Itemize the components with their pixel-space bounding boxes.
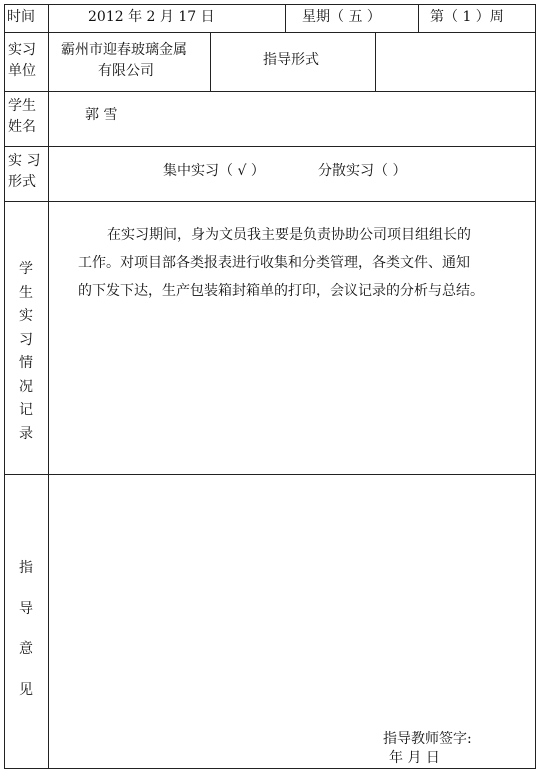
row-divider-5 [4,474,536,475]
record-text-line-3: 的下发下达，生产包装箱封箱单的打印，会议记录的分析与总结。 [78,283,484,299]
record-label [11,258,41,446]
record-label-char: 学 [19,261,33,277]
opinion-label-char: 意 [19,641,33,657]
record-text-line-1: 在实习期间，身为文员我主要是负责协助公司项目组组长的 [107,227,471,243]
signature-label: 指导教师签字: [383,731,472,747]
company-divider [210,32,211,92]
week-divider [418,4,419,33]
border-top [4,4,536,5]
record-label-char: 习 [19,331,33,348]
dispersed-practice: 分散实习（ ） [318,163,407,179]
weekday-value: 星期（ 五 ） [302,9,381,25]
record-label-char: 情 [19,355,33,371]
date-value: 2012 年 2 月 17 日 [88,9,215,25]
border-right [535,4,536,769]
opinion-label-char: 见 [19,681,33,698]
guidance-form-label: 指导形式 [263,52,319,68]
opinion-label-char: 导 [19,600,33,617]
form-label-line-2: 形式 [8,174,36,190]
border-left [4,4,5,769]
opinion-label-char: 指 [19,560,33,576]
row-divider-1 [4,32,536,33]
student-name: 郭 雪 [85,107,118,123]
weekday-divider [285,4,286,33]
record-label-char: 生 [19,284,33,301]
row-divider-3 [4,146,536,147]
week-value: 第（ 1 ）周 [430,9,504,25]
label-column-divider [48,4,49,769]
row-divider-4 [4,201,536,202]
border-bottom [4,768,536,769]
row-divider-2 [4,91,536,92]
company-line-1: 霸州市迎春玻璃金属 [61,42,187,58]
time-label: 时间 [7,9,35,25]
unit-label-line-2: 单位 [8,63,36,79]
signature-date-line: 年 月 日 [389,750,440,766]
opinion-label [11,548,41,710]
record-label-char: 录 [19,425,33,442]
company-line-2: 有限公司 [98,63,154,79]
record-label-char: 记 [19,402,33,418]
name-label-line-2: 姓名 [8,119,36,135]
form-label-line-1: 实 习 [8,153,41,169]
name-label-line-1: 学生 [8,98,36,114]
record-text-line-2: 工作。对项目部各类报表进行收集和分类管理，各类文件、通知 [78,255,470,271]
unit-label-line-1: 实习 [8,42,36,58]
record-label-char: 实 [19,308,33,324]
guidance-divider [375,32,376,92]
concentrated-practice: 集中实习（ √ ） [163,163,265,179]
record-label-char: 况 [19,378,33,395]
